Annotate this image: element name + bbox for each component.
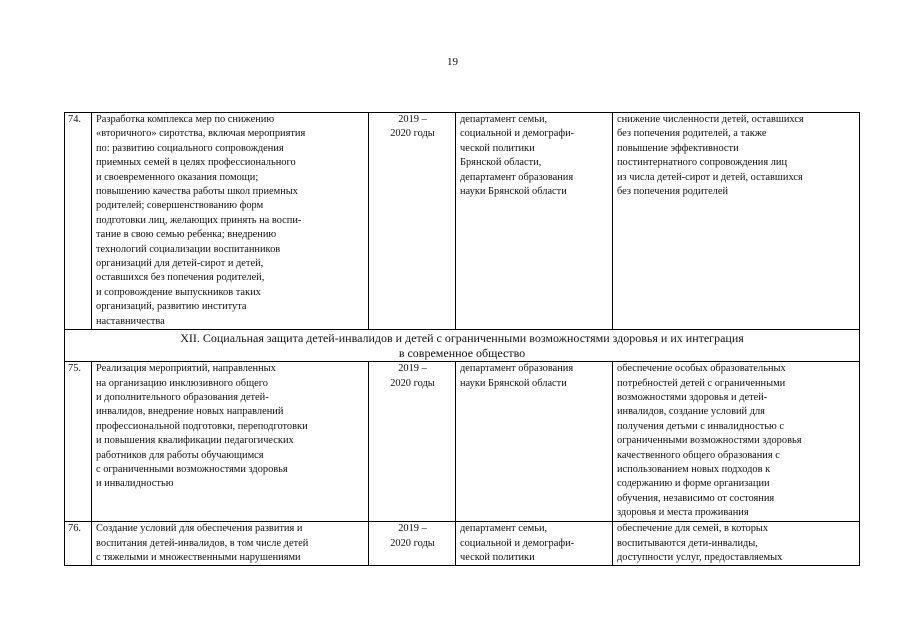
- section-heading-row: [65, 330, 860, 362]
- table-row: [65, 362, 860, 522]
- period-cell: 2019 – 2020 годы: [369, 362, 456, 522]
- executor-cell: департамент образования науки Брянской области: [456, 362, 613, 522]
- table-row: [65, 113, 860, 330]
- page-number: 19: [447, 56, 458, 68]
- row-number: 75.: [65, 362, 92, 522]
- measure-cell: Реализация мероприятий, направленных на организацию инклюзивного общего и дополнительного образования детей- инвалидов, внедрение новых направлений профессиональной подготовки, переподготовки и повышения квалификации педагогических работников для работы обучающимся с ограниченными возможностями здоровья и инвалидностью: [92, 362, 369, 522]
- measure-cell: Разработка комплекса мер по снижению «вторичного» сиротства, включая мероприятия по: развитию социального сопровождения приемных семей в целях профессионального и своевременного оказания помощи; повышению качества работы школ приемных родителей; совершенствованию форм подготовки лиц, желающих принять на воспи- тание в свою семью ребенка; внедрению технологий социализации воспитанников организаций для детей-сирот и детей, оставшихся без попечения родителей, и сопровождение выпускников таких организаций, развитию института наставничества: [92, 113, 369, 330]
- table-row: [65, 522, 860, 566]
- measure-cell: Создание условий для обеспечения развития и воспитания детей-инвалидов, в том числе детей с тяжелыми и множественными нарушениями: [92, 522, 369, 566]
- section-heading: XII. Социальная защита детей-инвалидов и детей с ограниченными возможностями здоровья и их интеграция в современное общество: [65, 330, 860, 362]
- period-cell: 2019 – 2020 годы: [369, 522, 456, 566]
- row-number: 76.: [65, 522, 92, 566]
- measures-table: [64, 112, 860, 566]
- row-number: 74.: [65, 113, 92, 330]
- result-cell: обеспечение для семей, в которых воспитываются дети-инвалиды, доступности услуг, предоставляемых: [613, 522, 860, 566]
- result-cell: снижение численности детей, оставшихся без попечения родителей, а также повышение эффективности постинтернатного сопровождения лиц из числа детей-сирот и детей, оставшихся без попечения родителей: [613, 113, 860, 330]
- period-cell: 2019 – 2020 годы: [369, 113, 456, 330]
- result-cell: обеспечение особых образовательных потребностей детей с ограниченными возможностями здоровья и детей- инвалидов, создание условий для получения детьми с инвалидностью с ограниченными возможностями здоровья качественного общего образования с использованием новых подходов к содержанию и форме организации обучения, независимо от состояния здоровья и места проживания: [613, 362, 860, 522]
- executor-cell: департамент семьи, социальной и демографи- ческой политики Брянской области, департамент образования науки Брянской области: [456, 113, 613, 330]
- executor-cell: департамент семьи, социальной и демографи- ческой политики: [456, 522, 613, 566]
